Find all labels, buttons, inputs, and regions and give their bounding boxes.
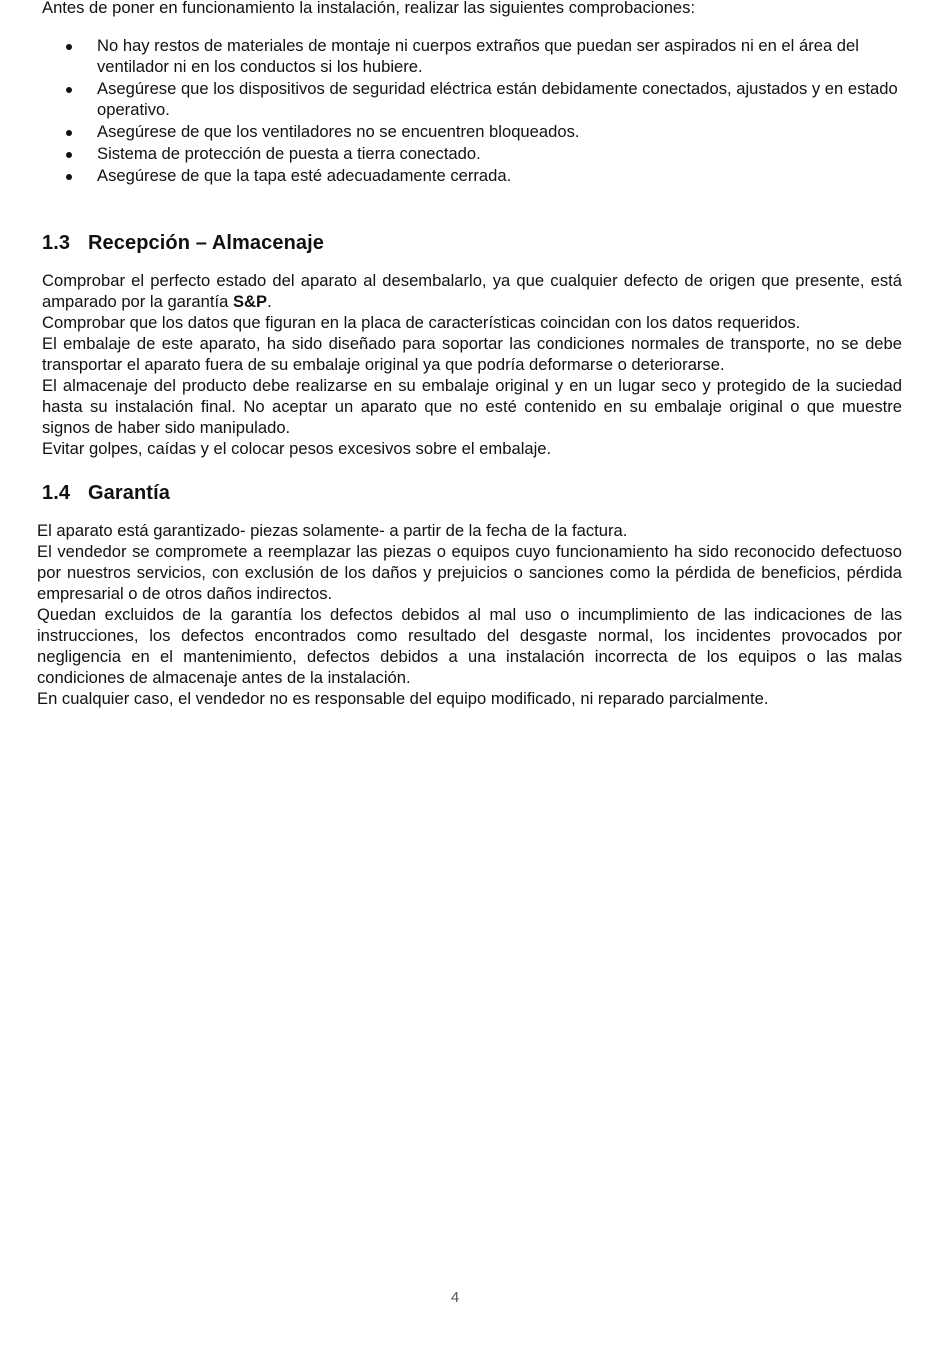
bullet-icon [66,44,72,50]
checklist-item [42,35,904,77]
intro-text: Antes de poner en funcionamiento la instalación, realizar las siguientes comprobaciones: [42,0,696,17]
section-number: 1.4 [42,482,71,504]
paragraph [42,270,902,312]
checklist-item [42,121,904,142]
section-body-warranty [37,520,902,709]
section-heading-reception [42,231,324,255]
paragraph-text: Comprobar el perfecto estado del aparato al desembalarlo, ya que cualquier defecto de origen que presente, está amparado por la garantía [42,271,902,311]
bullet-icon [66,87,72,93]
checklist-item-text: No hay restos de materiales de montaje ni cuerpos extraños que puedan ser aspirados ni en el área del ventilador ni en los conductos si los hubiere. [97,36,859,76]
section-number: 1.3 [42,232,71,254]
page-number: 4 [450,1289,460,1306]
checklist-item [42,143,904,164]
section-title: Recepción – Almacenaje [88,232,325,254]
paragraph: Evitar golpes, caídas y el colocar pesos excesivos sobre el embalaje. [42,439,552,458]
paragraph: El vendedor se compromete a reemplazar las piezas o equipos cuyo funcionamiento ha sido reconocido defectuoso por nuestros servicios, con exclusión de los daños y prejuicios o sanciones como la pérdida de beneficios, pérdida empresarial o de otros daños indirectos. [37,542,902,603]
checklist-item-text: Asegúrese que los dispositivos de seguridad eléctrica están debidamente conectados, ajustados y en estado operativo. [97,79,898,119]
checklist-item-text: Asegúrese de que los ventiladores no se encuentren bloqueados. [97,122,580,141]
checklist-item [42,165,904,186]
bullet-icon [66,152,72,158]
paragraph: Quedan excluidos de la garantía los defectos debidos al mal uso o incumplimiento de las indicaciones de las instrucciones, los defectos encontrados como resultado del desgaste normal, los incidentes provocados por negligencia en el mantenimiento, defectos debidos a una instalación incorrecta de los equipos o las malas condiciones de almacenaje antes de la instalación. [37,605,902,687]
bullet-icon [66,174,72,180]
brand-name: S&P [232,292,268,311]
paragraph: En cualquier caso, el vendedor no es responsable del equipo modificado, ni reparado parcialmente. [37,689,769,708]
paragraph: Comprobar que los datos que figuran en la placa de características coincidan con los datos requeridos. [42,313,801,332]
checklist-item-text: Sistema de protección de puesta a tierra conectado. [97,144,481,163]
checklist [42,35,904,187]
paragraph: El aparato está garantizado- piezas solamente- a partir de la fecha de la factura. [37,521,628,540]
section-title: Garantía [88,482,170,504]
checklist-item [42,78,904,120]
section-body-reception [42,270,902,459]
checklist-item-text: Asegúrese de que la tapa esté adecuadamente cerrada. [97,166,512,185]
paragraph-end: . [267,292,272,311]
section-heading-warranty [42,481,170,505]
bullet-icon [66,130,72,136]
paragraph: El embalaje de este aparato, ha sido diseñado para soportar las condiciones normales de transporte, no se debe transportar el aparato fuera de su embalaje original ya que podría deformarse o deteriorarse. [42,334,902,374]
paragraph: El almacenaje del producto debe realizarse en su embalaje original y en un lugar seco y protegido de la suciedad hasta su instalación final. No aceptar un aparato que no esté contenido en su embalaje original o que muestre signos de haber sido manipulado. [42,376,902,437]
